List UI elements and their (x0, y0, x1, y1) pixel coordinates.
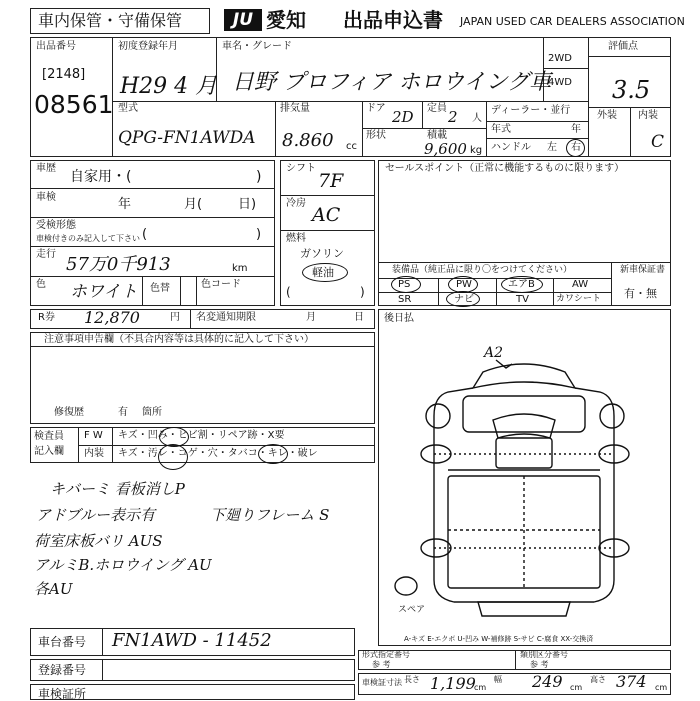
lot-number: 08561 (34, 90, 114, 119)
displacement-unit: cc (346, 141, 357, 152)
drive-2wd: 2WD (548, 53, 572, 64)
association-name: JAPAN USED CAR DEALERS ASSOCIATION (460, 15, 685, 28)
name-change-label: 名変通知期限 (196, 312, 256, 323)
name-grade-value: 日野 プロフィア ホロウイング車 (232, 70, 552, 95)
receipt-note: 車検付きのみ記入して下さい (36, 234, 140, 243)
warranty-label: 新車保証書 (620, 265, 666, 275)
form-title: 出品申込書 (343, 8, 443, 32)
form-check-label-1: 形式指定番号 (362, 650, 410, 659)
name-change-month: 月 (306, 312, 316, 323)
in-mark-circle-1 (158, 444, 188, 470)
equip-aw: AW (572, 279, 589, 290)
fuel-diesel: 軽油 (312, 266, 334, 279)
mileage-unit: km (232, 263, 248, 274)
fuel-gasoline: ガソリン (300, 247, 344, 260)
lot-label: 出品番号 (36, 41, 76, 52)
sales-points-label: セールスポイント（正常に機能するものに限ります） (385, 163, 625, 174)
remark-4: 荷室床板バリ AUS (34, 532, 163, 550)
handle-right: 右 (571, 142, 581, 153)
model-label: 型式 (118, 103, 138, 114)
inspector-in-label: 内装 (84, 448, 104, 459)
repair-label: 修復歴 (54, 407, 84, 418)
color-label: 色 (36, 279, 46, 290)
in-mark-circle-2 (258, 444, 288, 464)
color-code-label: 色コード (201, 279, 241, 290)
handle-label: ハンドル (491, 142, 531, 153)
rear-bumper (478, 602, 570, 616)
equip-navi-circle (446, 291, 480, 307)
dims-label: 車検証寸法 (362, 678, 402, 687)
handle-right-circle (566, 139, 585, 157)
remark-6: 各AU (34, 580, 73, 598)
storage-title: 車内保管・守備保管 (38, 11, 183, 30)
interior-value: C (651, 132, 665, 152)
equip-ps-circle (391, 276, 421, 293)
form-check-label-2b: 参 考 (530, 660, 549, 669)
length-unit: cm (474, 683, 487, 692)
equip-ps: PS (398, 279, 411, 290)
inspection-label: 車検 (36, 192, 56, 203)
length-value: 1,199 (430, 674, 476, 693)
damage-legend: A-キズ E-エクボ U-凹み W-補修跡 S-サビ C-腐食 XX-交換済 (404, 635, 594, 643)
equip-navi: ナビ (454, 294, 474, 305)
equip-tv: TV (516, 294, 529, 305)
interior-label: 内装 (638, 110, 658, 121)
equip-airbag-circle (501, 276, 543, 293)
regno-label: 登録番号 (38, 663, 87, 677)
inspector-fw-items: キズ・凹み・ヒビ割・リペア跡・X要 (118, 430, 285, 441)
cabin-roof (496, 438, 552, 468)
remark-2: アドブルー表示有 (36, 506, 155, 524)
shift-value: 7F (318, 170, 344, 192)
fuel-paren-close: ) (360, 285, 365, 299)
ac-value: AC (312, 204, 341, 226)
seats-label: 定員 (427, 103, 447, 114)
width-label: 幅 (494, 675, 502, 684)
notes-label: 注意事項申告欄（不具合内容等は具体的に記入して下さい） (44, 334, 314, 345)
name-grade-label: 車名・グレード (222, 41, 292, 52)
inspection-year: 年 (118, 197, 132, 212)
mileage-label: 走行 (36, 249, 56, 260)
equip-leather: カワシート (556, 294, 602, 304)
doors-value: 2D (392, 108, 414, 126)
score-label: 評価点 (608, 41, 638, 52)
height-value: 374 (616, 672, 647, 691)
spare-tire (395, 577, 417, 595)
receipt-label: 受検形態 (36, 220, 76, 231)
color-value: ホワイト (70, 282, 138, 302)
repair-value: 有 (118, 407, 128, 418)
ju-logo: JU (224, 9, 262, 31)
length-label: 長さ (404, 675, 420, 684)
registration-label: 初度登録年月 (118, 41, 178, 52)
dealer-label: ディーラー・並行 (491, 105, 571, 116)
registration-value: H29 4 月 (120, 74, 218, 99)
lot-bracket: [2148] (42, 67, 86, 82)
shape-label: 形状 (366, 130, 386, 141)
equip-sr: SR (398, 294, 412, 305)
model-value: QPG-FN1AWDA (118, 128, 256, 148)
year-label: 年式 (491, 124, 511, 135)
form-check-label-1b: 参 考 (372, 660, 391, 669)
exterior-label: 外装 (597, 110, 617, 121)
fuel-paren-open: ( (286, 285, 291, 299)
doors-label: ドア (366, 103, 386, 114)
receipt-close: ) (256, 227, 262, 242)
mileage-value: 57万0千913 (66, 254, 171, 275)
history-label: 車歴 (36, 163, 56, 174)
front-bumper (473, 364, 575, 388)
equipment-label: 装備品（純正品に限り〇をつけてください） (392, 265, 573, 275)
seats-value: 2 (448, 108, 458, 126)
damage-tag: A2 (484, 345, 504, 361)
warranty-value: 有・無 (624, 287, 657, 300)
height-unit: cm (655, 683, 668, 692)
displacement-value: 8.860 (282, 130, 334, 151)
history-close: ) (256, 169, 262, 185)
inspector-fw-label: F W (84, 430, 103, 441)
inspector-label-2: 記入欄 (34, 446, 64, 457)
handle-left: 左 (547, 142, 557, 153)
load-value: 9,600 (424, 140, 467, 158)
mirror-right (600, 404, 624, 428)
car-diagram (378, 330, 671, 630)
recycle-label: R券 (38, 312, 55, 323)
repair-place: 箇所 (142, 407, 162, 418)
inspection-month: 月( (184, 197, 203, 212)
height-label: 高さ (590, 675, 606, 684)
equip-pw: PW (456, 279, 472, 290)
load-unit: kg (470, 145, 483, 156)
fuel-label: 燃料 (286, 233, 306, 244)
score-value: 3.5 (612, 76, 651, 104)
remark-3: 下廻りフレーム S (210, 506, 330, 524)
inspector-label-1: 検査員 (34, 431, 64, 442)
drive-4wd: 4WD (548, 77, 572, 88)
receipt-open: ( (142, 227, 148, 242)
remark-5: アルミB.ホロウイング AU (34, 556, 212, 574)
year-unit: 年 (571, 124, 581, 135)
ac-label: 冷房 (286, 198, 306, 209)
inspection-day: 日) (238, 197, 257, 212)
recycle-value: 12,870 (84, 308, 140, 327)
form-check-label-2: 類別区分番号 (520, 650, 568, 659)
windshield (493, 414, 555, 438)
mirror-left (426, 404, 450, 428)
name-change-day: 日 (354, 312, 364, 323)
recycle-unit: 円 (170, 312, 180, 323)
rear-seat-label: 後日払 (384, 313, 414, 324)
equip-airbag: エアB (508, 279, 535, 290)
load-label: 積載 (427, 130, 447, 141)
history-value: 自家用・( (70, 169, 132, 185)
remark-1: キバーミ 看板消しP (50, 480, 185, 498)
shift-label: シフト (286, 163, 316, 174)
inspector-in-items: キズ・汚レ・コゲ・穴・タバコ・キレ・破レ (118, 448, 318, 459)
chassis-label: 車台番号 (38, 635, 87, 649)
owner-label: 車検証所 (38, 687, 87, 701)
width-unit: cm (570, 683, 583, 692)
seats-unit: 人 (472, 113, 482, 124)
chassis-value: FN1AWD - 11452 (112, 630, 272, 651)
logo-text: 愛知 (266, 8, 306, 32)
displacement-label: 排気量 (280, 103, 310, 114)
spare-label: スペア (398, 605, 426, 615)
color-change-label: 色替 (150, 283, 170, 294)
width-value: 249 (532, 672, 563, 691)
